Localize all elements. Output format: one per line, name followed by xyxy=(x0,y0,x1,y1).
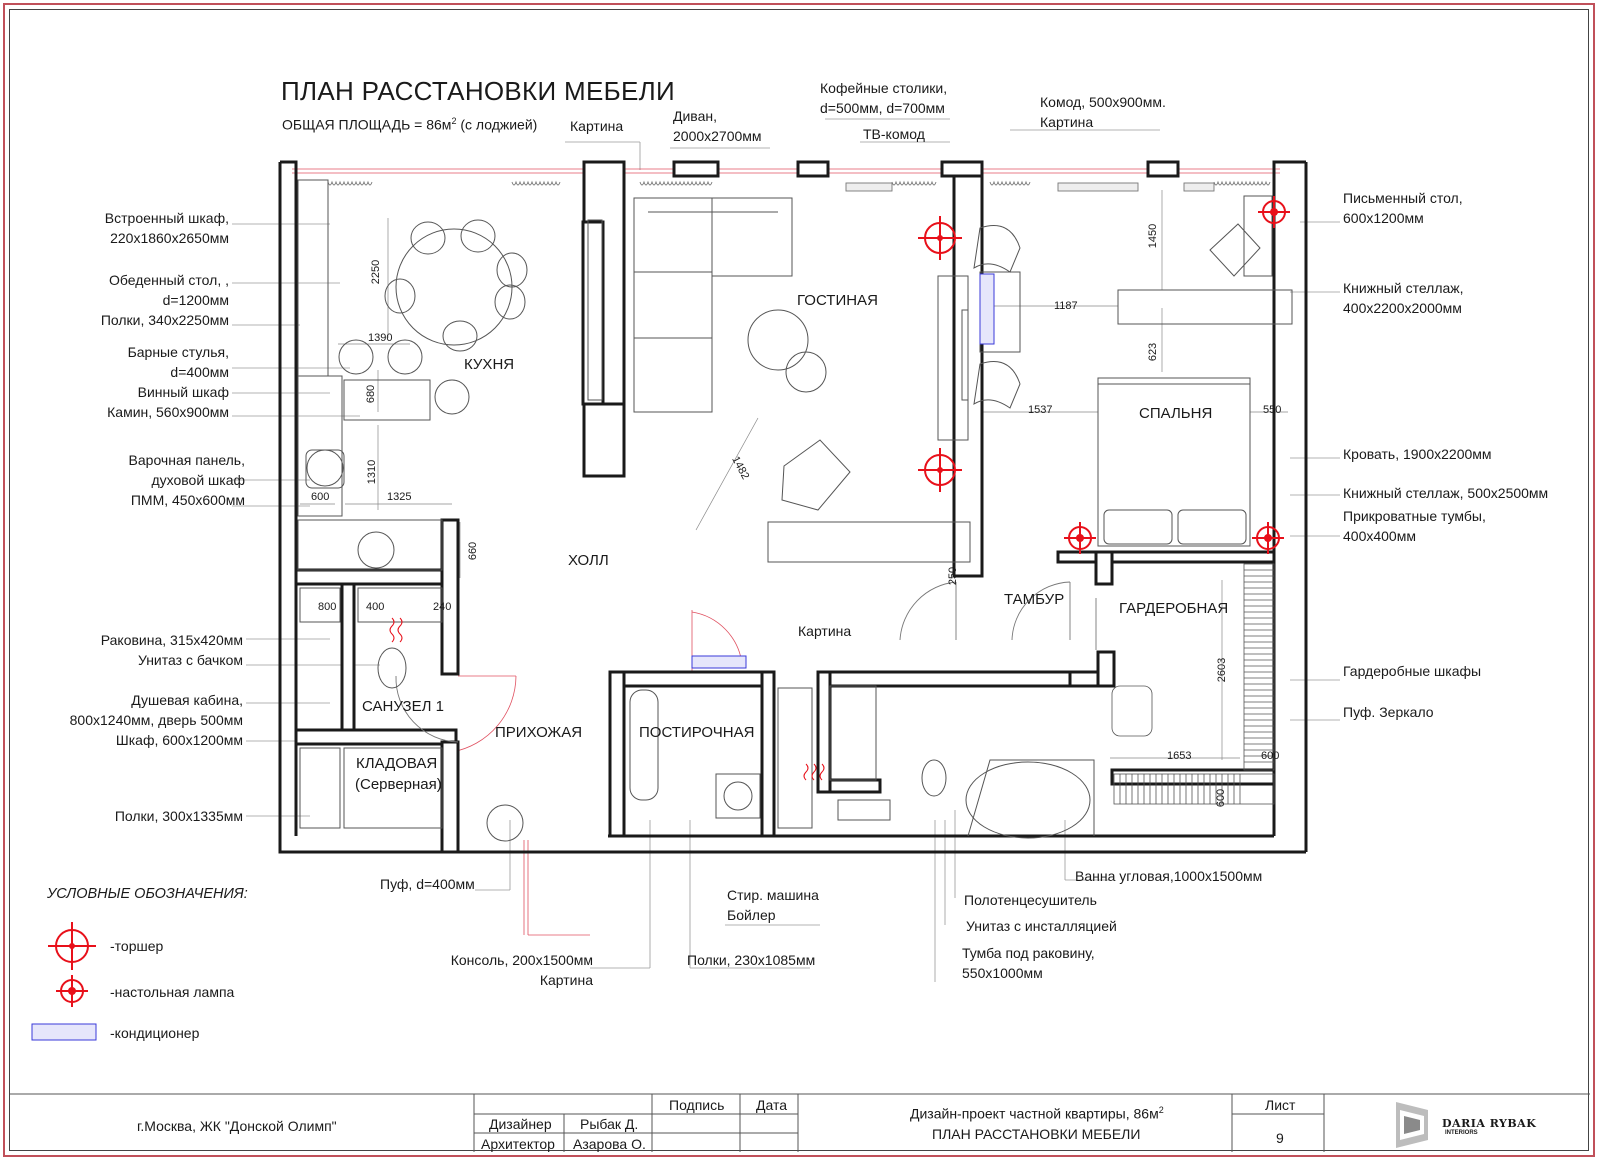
dim-1310: 1310 xyxy=(366,459,379,485)
logo-mark xyxy=(1396,1102,1428,1148)
label-coffee-tables: Кофейные столики, d=500мм, d=700мм xyxy=(820,80,948,116)
label-bookcase-2: Книжный стеллаж, 500х2500мм xyxy=(1343,485,1549,501)
label-pouf-mirror: Пуф. Зеркало xyxy=(1343,704,1434,720)
label-bed: Кровать, 1900х2200мм xyxy=(1343,446,1492,462)
name-designer: Рыбак Д. xyxy=(580,1116,639,1132)
label-bathtub: Ванна угловая,1000х1500мм xyxy=(1075,868,1263,884)
label-towel-rail: Полотенцесушитель xyxy=(964,892,1097,908)
room-tambour: ТАМБУР xyxy=(1004,591,1065,608)
date-header: Дата xyxy=(756,1097,788,1113)
dim-800: 800 xyxy=(318,601,337,613)
dim-1537: 1537 xyxy=(1028,404,1053,416)
sheet-title: ПЛАН РАССТАНОВКИ МЕБЕЛИ xyxy=(932,1126,1141,1142)
dim-2250: 2250 xyxy=(370,259,383,285)
label-pouf: Пуф, d=400мм xyxy=(380,876,475,892)
label-nightstands: Прикроватные тумбы, 400х400мм xyxy=(1343,508,1486,544)
dim-1450: 1450 xyxy=(1147,223,1160,249)
legend-title: УСЛОВНЫЕ ОБОЗНАЧЕНИЯ: xyxy=(47,886,248,902)
name-architect: Азарова О. xyxy=(573,1136,646,1152)
logo-text: DARIA RYBAK xyxy=(1442,1117,1537,1130)
room-storage: КЛАДОВАЯ xyxy=(356,755,438,772)
signature-header: Подпись xyxy=(669,1097,725,1113)
label-bar-stools: Барные стулья, d=400мм Винный шкаф Камин, 560х900мм xyxy=(107,344,229,420)
label-sofa: Диван, 2000х2700мм xyxy=(673,108,762,144)
dim-1653: 1653 xyxy=(1167,750,1192,762)
room-laundry: ПОСТИРОЧНАЯ xyxy=(639,724,755,741)
room-wardrobe: ГАРДЕРОБНАЯ xyxy=(1119,600,1229,617)
dim-660: 660 xyxy=(467,541,480,561)
label-picture-1: Картина xyxy=(570,118,624,134)
sheet-number: 9 xyxy=(1276,1130,1284,1146)
label-shelves-storage: Полки, 300х1335мм xyxy=(114,808,243,824)
living-furniture xyxy=(588,198,970,562)
label-desk: Письменный стол, 600х1200мм xyxy=(1343,190,1463,226)
label-tv-stand: ТВ-комод xyxy=(863,126,925,142)
label-builtin-wardrobe: Встроенный шкаф, 220х1860х2650мм xyxy=(104,210,229,246)
label-cooktop: Варочная панель, духовой шкаф ПММ, 450х600мм xyxy=(128,452,245,508)
label-wc: Унитаз с инсталляцией xyxy=(966,918,1117,934)
kitchen-furniture xyxy=(298,180,527,570)
dim-250: 250 xyxy=(947,566,960,586)
label-laundry-shelves: Полки, 230х1085мм xyxy=(687,952,816,968)
label-washer: Стир. машина Бойлер xyxy=(727,887,819,923)
dim-1482: 1482 xyxy=(729,454,752,482)
dim-600-wardrobe: 600 xyxy=(1261,750,1280,762)
room-bath1: САНУЗЕЛ 1 xyxy=(362,698,444,715)
legend-ac: -кондиционер xyxy=(110,1025,200,1041)
dim-623: 623 xyxy=(1147,342,1160,362)
label-picture-2: Картина xyxy=(798,623,852,639)
address: г.Москва, ЖК "Донской Олимп" xyxy=(137,1118,337,1134)
label-vanity: Тумба под раковину, 550х1000мм xyxy=(962,945,1095,981)
label-console: Консоль, 200х1500мм Картина xyxy=(450,952,593,988)
dim-240: 240 xyxy=(433,601,452,613)
dim-400: 400 xyxy=(366,601,385,613)
label-wardrobes: Гардеробные шкафы xyxy=(1343,663,1482,679)
logo-subtext: INTERIORS xyxy=(1445,1130,1478,1136)
radiators xyxy=(328,182,1270,191)
dim-550: 550 xyxy=(1263,404,1282,416)
dim-600-kitchen: 600 xyxy=(311,491,330,503)
dim-2603: 2603 xyxy=(1216,657,1229,683)
role-designer: Дизайнер xyxy=(489,1116,552,1132)
label-chest: Комод, 500х900мм. Картина xyxy=(1040,94,1166,130)
dim-680: 680 xyxy=(365,384,378,404)
label-sink: Раковина, 315х420мм Унитаз с бачком xyxy=(100,632,243,668)
dim-1390: 1390 xyxy=(368,332,393,344)
role-architect: Архитектор xyxy=(481,1136,555,1152)
bedroom-furniture xyxy=(974,196,1292,546)
plan-lamp-dots xyxy=(937,208,1278,542)
label-bookcase-1: Книжный стеллаж, 400х2200х2000мм xyxy=(1343,280,1464,316)
legend-floor-lamp: -торшер xyxy=(110,938,164,954)
room-kitchen: КУХНЯ xyxy=(464,356,515,373)
label-shower: Душевая кабина, 800х1240мм, дверь 500мм Шкаф, 600х1200мм xyxy=(69,692,243,748)
dim-600-bottom: 600 xyxy=(1215,788,1228,808)
room-bedroom: СПАЛЬНЯ xyxy=(1139,405,1213,422)
dim-1325: 1325 xyxy=(387,491,412,503)
plan-title: ПЛАН РАССТАНОВКИ МЕБЕЛИ xyxy=(281,76,675,106)
dim-1187: 1187 xyxy=(1054,300,1078,312)
project-name: Дизайн-проект частной квартиры, $86м^2$ xyxy=(910,1105,1164,1122)
label-dining-table: Обеденный стол, , d=1200мм Полки, 340х2250мм xyxy=(100,272,229,328)
room-living: ГОСТИНАЯ xyxy=(797,292,878,309)
legend-table-lamp: -настольная лампа xyxy=(110,984,235,1000)
room-storage-sub: (Серверная) xyxy=(355,776,442,793)
plan-subtitle: ОБЩАЯ ПЛОЩАДЬ = $86м^2$ (с лоджией) xyxy=(282,116,538,133)
sheet-label: Лист xyxy=(1265,1097,1296,1113)
room-hall: ХОЛЛ xyxy=(568,552,609,569)
room-entry: ПРИХОЖАЯ xyxy=(495,724,583,741)
